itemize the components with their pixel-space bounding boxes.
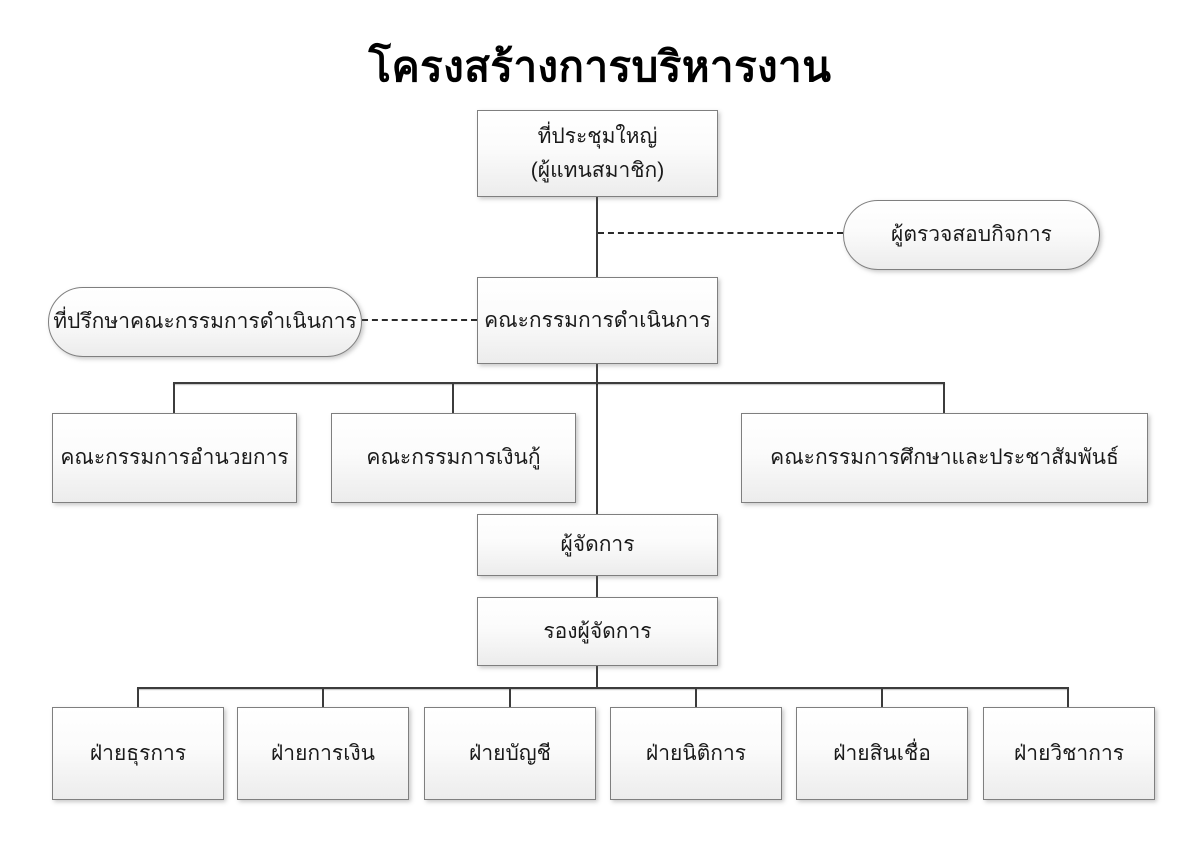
node-dept-legal (610, 707, 782, 800)
node-dept-academic-label: ฝ่ายวิชาการ (1013, 741, 1125, 765)
node-loan-committee (331, 413, 576, 503)
connector-meeting-to-board (596, 197, 598, 277)
dashed-connector-auditor (598, 232, 843, 234)
branch-drop-dept-finance (322, 688, 324, 707)
node-advisor (48, 287, 362, 357)
node-dept-accounting (424, 707, 596, 800)
node-general-meeting-sublabel: (ผู้แทนสมาชิก) (530, 158, 665, 182)
node-dept-academic (983, 707, 1155, 800)
branch-drop-dept-admin (137, 688, 139, 707)
branch-drop-dept-accounting (509, 688, 511, 707)
node-auditor (843, 200, 1100, 270)
branch-drop-executive-committee (173, 383, 175, 413)
node-education-pr-committee (741, 413, 1148, 503)
branch-drop-dept-credit (881, 688, 883, 707)
node-executive-committee-label: คณะกรรมการอำนวยการ (60, 446, 289, 470)
node-auditor-label: ผู้ตรวจสอบกิจการ (891, 223, 1052, 247)
node-loan-committee-label: คณะกรรมการเงินกู้ (366, 446, 541, 470)
connector-board-to-manager (596, 364, 598, 514)
dashed-connector-advisor (362, 319, 477, 321)
node-dept-admin-label: ฝ่ายธุรการ (89, 741, 187, 765)
node-education-pr-committee-label: คณะกรรมการศึกษาและประชาสัมพันธ์ (770, 446, 1119, 470)
page-title: โครงสร้างการบริหารงาน (368, 43, 832, 90)
branch-drop-dept-academic (1067, 688, 1069, 707)
node-dept-credit-label: ฝ่ายสินเชื่อ (833, 741, 931, 765)
node-dept-credit (796, 707, 968, 800)
branch-line-departments (137, 687, 1069, 689)
node-deputy-manager-label: รองผู้จัดการ (543, 619, 652, 643)
node-advisor-label: ที่ปรึกษาคณะกรรมการดำเนินการ (53, 310, 357, 334)
node-dept-finance-label: ฝ่ายการเงิน (271, 741, 375, 765)
node-executive-committee (52, 413, 297, 503)
node-general-meeting-label: ที่ประชุมใหญ่ (537, 124, 658, 148)
node-dept-accounting-label: ฝ่ายบัญชี (469, 741, 551, 765)
branch-drop-education-pr-committee (943, 383, 945, 413)
connector-manager-to-deputy (596, 576, 598, 597)
node-dept-admin (52, 707, 224, 800)
branch-line-committees (173, 382, 945, 384)
node-general-meeting (477, 110, 718, 197)
node-manager (477, 514, 718, 576)
node-deputy-manager (477, 597, 718, 666)
node-dept-finance (237, 707, 409, 800)
connector-deputy-to-branch (596, 666, 598, 688)
branch-drop-loan-committee (452, 383, 454, 413)
node-manager-label: ผู้จัดการ (560, 533, 635, 557)
node-board (477, 277, 718, 364)
node-board-label: คณะกรรมการดำเนินการ (484, 308, 711, 332)
node-dept-legal-label: ฝ่ายนิติการ (645, 741, 747, 765)
branch-drop-dept-legal (695, 688, 697, 707)
